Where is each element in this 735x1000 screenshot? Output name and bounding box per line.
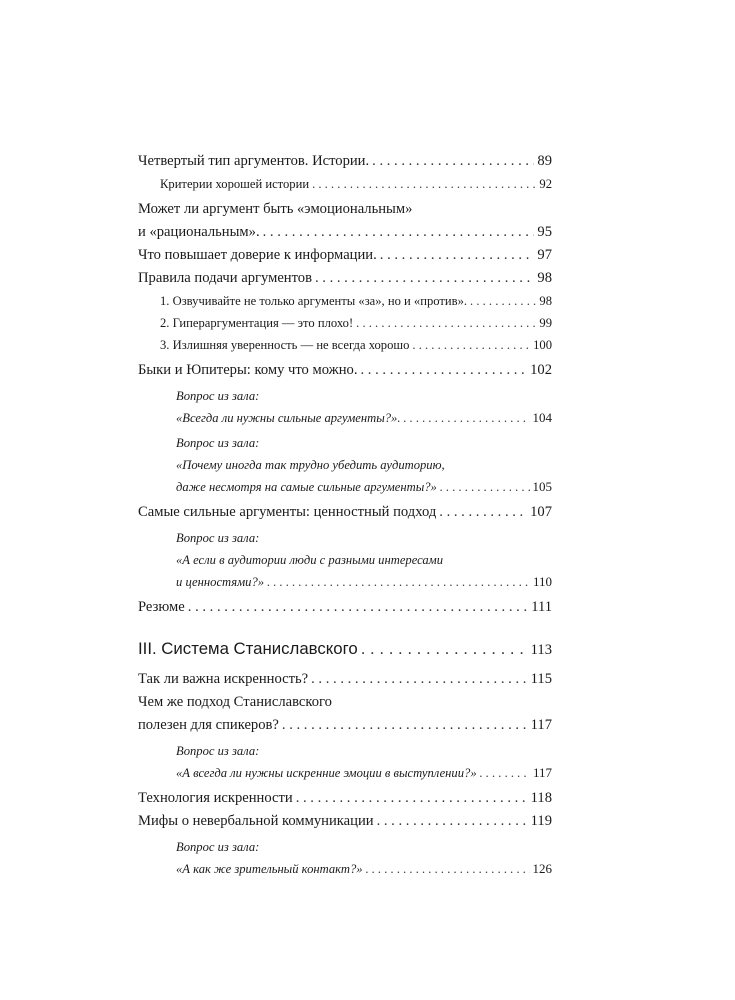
toc-entry-title: 2. Гипераргументация — это плохо! [160,316,354,330]
toc-page-number: 97 [537,247,552,263]
dot-leader [412,334,530,356]
toc-entry-title: Быки и Юпитеры: кому что можно. [138,362,358,378]
toc-entry-text-line: «А если в аудитории люди с разными интересами [176,553,444,567]
toc-entry-title: Резюме [138,599,185,615]
toc-entry-title: Мифы о невербальной коммуникации [138,813,374,829]
toc-question-entry [138,385,552,429]
toc-entry-text-line: Вопрос из зала: [176,531,260,545]
toc-entry [138,668,552,691]
table-of-contents [138,150,552,880]
dot-leader [267,571,530,593]
toc-entry [138,312,552,334]
toc-entry [138,787,552,810]
dot-leader [311,668,528,691]
toc-page-number: 98 [537,270,552,286]
toc-entry [138,334,552,356]
toc-entry-text-line: Вопрос из зала: [176,744,260,758]
dot-leader [470,290,536,312]
dot-leader [312,173,536,195]
dot-leader [356,312,536,334]
toc-page-number: 98 [539,294,552,308]
toc-entry-title: 3. Излишняя уверенность — не всегда хорошо [160,338,410,352]
toc-page-number: 107 [530,504,552,520]
dot-leader [372,150,534,173]
toc-entry-title: 1. Озвучивайте не только аргументы «за», но и «против». [160,294,468,308]
toc-entry [138,596,552,619]
toc-entry [138,290,552,312]
toc-entry-title: «Всегда ли нужны сильные аргументы?». [176,411,401,425]
toc-entry-title: полезен для спикеров? [138,717,279,733]
toc-page-number: 95 [537,224,552,240]
toc-page-number: 100 [533,338,552,352]
toc-entry [138,691,552,737]
toc-entry-title: даже несмотря на самые сильные аргументы?» [176,480,437,494]
toc-page-number: 92 [539,177,552,191]
toc-entry-title: Технология искренности [138,790,293,806]
toc-entry-title: Что повышает доверие к информации. [138,247,377,263]
toc-entry [138,244,552,267]
dot-leader [480,762,530,784]
toc-question-entry [138,527,552,593]
dot-leader [263,221,535,244]
toc-entry-text-line: «Почему иногда так трудно убедить аудиторию, [176,458,445,472]
toc-page-number: 99 [539,316,552,330]
toc-entry-title: III. Система Станиславского [138,639,358,658]
toc-entry-text-line: Вопрос из зала: [176,840,260,854]
toc-page-number: 115 [530,671,552,687]
toc-entry-title: Четвертый тип аргументов. Истории. [138,153,370,169]
dot-leader [440,476,530,498]
dot-leader [188,596,528,619]
toc-entry-title: Правила подачи аргументов [138,270,312,286]
toc-entry [138,501,552,524]
toc-entry-text-line: Вопрос из зала: [176,436,260,450]
dot-leader [439,501,527,524]
toc-page-number: 111 [531,599,552,615]
toc-page-number: 105 [532,479,552,494]
toc-page-number: 113 [530,642,552,658]
dot-leader [380,244,535,267]
toc-entry-title: Так ли важна искренность? [138,671,309,687]
toc-entry-text-line: Чем же подход Станиславского [138,694,332,710]
toc-page-number: 117 [530,717,552,733]
toc-entry [138,150,552,173]
toc-page-number: 89 [537,153,552,169]
toc-page-number: 102 [530,362,552,378]
toc-page-number: 104 [532,410,552,425]
dot-leader [377,810,528,833]
toc-entry [138,173,552,195]
toc-entry-title: Критерии хорошей истории [160,177,310,191]
toc-entry-title: и «рациональным». [138,224,260,240]
dot-leader [366,858,530,880]
toc-entry [138,810,552,833]
toc-entry-title: и ценностями?» [176,575,265,589]
toc-question-entry [138,740,552,784]
dot-leader [282,714,528,737]
toc-question-entry [138,432,552,498]
dot-leader [315,267,534,290]
toc-page-number: 118 [530,790,552,806]
toc-entry [138,198,552,244]
toc-entry-title: «А всегда ли нужны искренние эмоции в выступлении?» [176,766,477,780]
dot-leader [361,359,528,382]
toc-page-number: 110 [532,574,552,589]
toc-page-number: 117 [532,765,552,780]
dot-leader [296,787,528,810]
toc-page-number: 119 [530,813,552,829]
toc-entry-title: «А как же зрительный контакт?» [176,862,363,876]
toc-entry-title: Самые сильные аргументы: ценностный подход [138,504,437,520]
toc-page-number: 126 [532,861,552,876]
dot-leader [403,407,529,429]
toc-question-entry [138,836,552,880]
toc-section-heading [138,636,552,663]
dot-leader [361,636,528,662]
toc-entry [138,359,552,382]
toc-entry-text-line: Вопрос из зала: [176,389,260,403]
toc-entry-text-line: Может ли аргумент быть «эмоциональным» [138,201,413,217]
toc-entry [138,267,552,290]
